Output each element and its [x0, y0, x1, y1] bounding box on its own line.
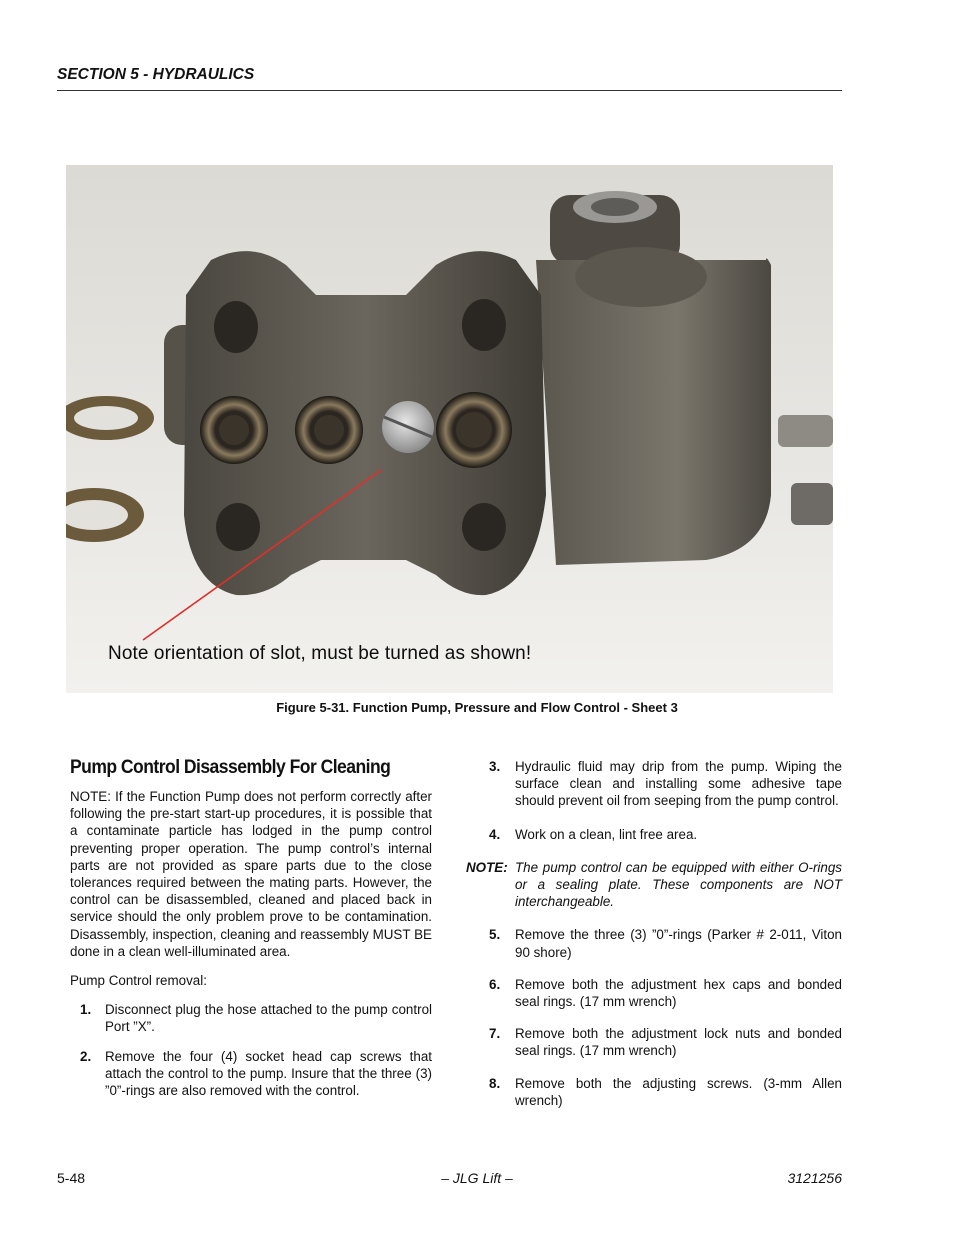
pump-control-photo	[66, 165, 833, 693]
list-item	[466, 926, 842, 960]
step-number: 5.	[489, 927, 501, 943]
list-item	[466, 758, 842, 810]
note-label: NOTE:	[466, 859, 508, 875]
step-number: 1.	[80, 1002, 92, 1018]
list-item	[70, 1001, 432, 1035]
step-number: 8.	[489, 1075, 501, 1091]
step-number: 6.	[489, 976, 501, 992]
note-block	[466, 859, 842, 911]
list-item	[466, 826, 842, 843]
step-text: Work on a clean, lint free area.	[515, 826, 698, 842]
list-item	[466, 1075, 842, 1109]
document-number: 3121256	[787, 1170, 842, 1186]
left-column	[70, 756, 432, 1111]
step-number: 2.	[80, 1048, 92, 1064]
list-item	[466, 976, 842, 1010]
step-text: Remove both the adjustment hex caps and bonded seal rings. (17 mm wrench)	[515, 976, 842, 1010]
step-text: Disconnect plug the hose attached to the pump control Port ”X”.	[105, 1002, 432, 1035]
intro-paragraph: NOTE: If the Function Pump does not perform correctly after following the pre-start start-up procedures, it is possible that a contaminate particle has lodged in the pump control preventing proper operation. The pump control’s internal parts are not provided as spare parts due to the close tolerances required between the mating parts. However, the control can be disassembled, cleaned and placed back in service should the only problem prove to be contamination. Disassembly, inspection, cleaning and reassembly MUST BE done in a clean well-illuminated area.	[70, 789, 432, 959]
step-text: Hydraulic fluid may drip from the pump. Wiping the surface clean and installing some adhesive tape should prevent oil from seeping from the pump control.	[515, 759, 842, 809]
section-heading: Pump Control Disassembly For Cleaning	[70, 756, 391, 778]
step-number: 4.	[489, 826, 501, 842]
step-number: 3.	[489, 759, 501, 774]
list-item	[70, 1048, 432, 1100]
note-text: The pump control can be equipped with either O-rings or a sealing plate. These components are NOT interchangeable.	[515, 859, 842, 910]
step-text: Remove both the adjusting screws. (3-mm Allen wrench)	[515, 1075, 842, 1108]
figure-caption: Figure 5-31. Function Pump, Pressure and Flow Control - Sheet 3	[276, 700, 678, 715]
photo-annotation: Note orientation of slot, must be turned as shown!	[108, 643, 532, 664]
footer-brand: – JLG Lift –	[441, 1170, 513, 1186]
removal-label: Pump Control removal:	[70, 973, 207, 989]
step-text: Remove the three (3) ”0”-rings (Parker # 2-011, Viton 90 shore)	[515, 927, 842, 960]
step-text: Remove both the adjustment lock nuts and bonded seal rings. (17 mm wrench)	[515, 1026, 842, 1059]
header-rule	[57, 90, 842, 91]
page-number: 5-48	[57, 1170, 86, 1186]
list-item	[466, 1025, 842, 1059]
section-header: SECTION 5 - HYDRAULICS	[57, 66, 255, 83]
step-number: 7.	[489, 1026, 501, 1042]
step-text: Remove the four (4) socket head cap screws that attach the control to the pump. Insure that the three (3) ”0”-rings are also removed with the control.	[105, 1048, 432, 1099]
right-column	[466, 758, 842, 1121]
